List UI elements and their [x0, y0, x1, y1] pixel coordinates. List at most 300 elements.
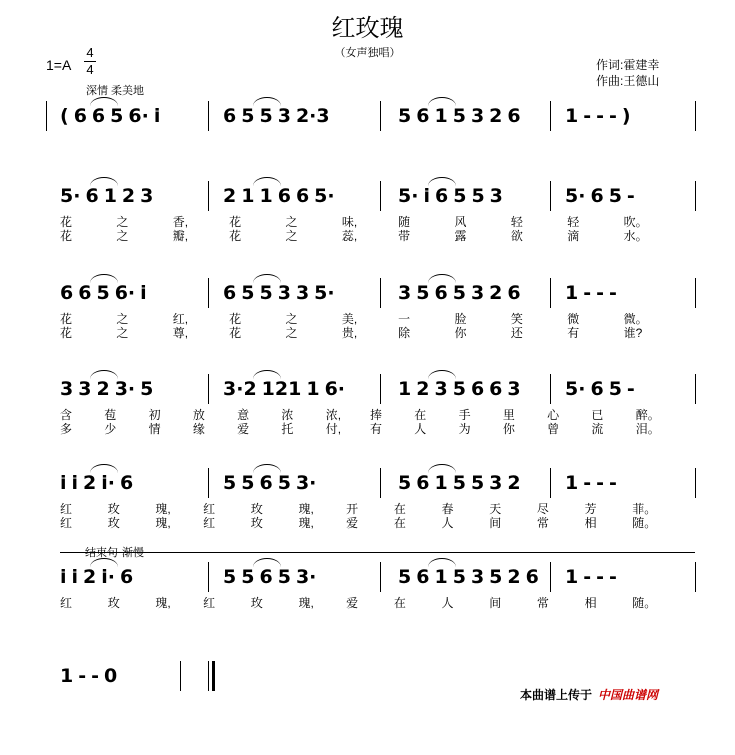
measure-notes: [223, 105, 335, 127]
score-row: [40, 105, 700, 195]
lyric-syllable: 瑰,: [298, 596, 314, 610]
note: 3: [295, 282, 310, 304]
note: 3: [470, 566, 485, 588]
note: 1: [306, 378, 320, 400]
lyric-syllable: 人: [414, 422, 427, 436]
bar-line: [380, 181, 381, 211]
lyric-syllable: 人: [441, 516, 454, 530]
note: 2: [489, 105, 503, 127]
slur: [90, 97, 118, 106]
note: i: [140, 282, 147, 304]
note: 6: [416, 472, 430, 494]
note: 5: [452, 282, 466, 304]
lyric-syllable: 玫: [107, 516, 120, 530]
note: 3: [489, 185, 503, 207]
note: 6: [525, 566, 539, 588]
note: 2: [121, 185, 136, 207]
slur: [253, 97, 281, 106]
note: 5: [452, 472, 466, 494]
lyric-syllable: 蕊,: [341, 229, 358, 243]
note: 5: [398, 472, 412, 494]
lyric-syllable: 情: [148, 422, 161, 436]
subtitle: （女声独唱）: [334, 47, 401, 59]
measure-notes: [398, 378, 526, 400]
lyric-syllable: 常: [536, 596, 549, 610]
measure-notes: [60, 185, 158, 207]
lyric-syllable: 醉。: [635, 408, 660, 422]
note: 1: [259, 185, 273, 207]
measure-notes: [60, 282, 152, 304]
note: 6: [434, 282, 448, 304]
note: -: [609, 566, 617, 588]
lyric-syllable: 意: [237, 408, 250, 422]
lyric-syllable: 微。: [623, 312, 648, 326]
bar-line: [380, 562, 381, 592]
lyric-syllable: 初: [148, 408, 161, 422]
lyric-syllable: 之: [116, 229, 129, 243]
lyric-syllable: 玫: [250, 516, 263, 530]
lyric-syllable: 人: [441, 596, 454, 610]
lyric-syllable: 轻: [510, 215, 523, 229]
lyric-syllable: 为: [458, 422, 471, 436]
measure-notes: [60, 566, 138, 588]
lyric-syllable: 你: [454, 326, 467, 340]
lyric-syllable: 红: [60, 596, 73, 610]
lyric-syllable: 轻: [567, 215, 580, 229]
slur: [428, 97, 456, 106]
lyric-syllable: 味,: [341, 215, 358, 229]
lyric-syllable: 谁?: [623, 326, 643, 340]
composer: 作曲:王德山: [596, 74, 660, 88]
note: 3: [398, 282, 412, 304]
time-bottom: 4: [86, 62, 94, 77]
note: -: [609, 282, 617, 304]
note: 6: [470, 378, 485, 400]
note: i·: [101, 472, 115, 494]
lyric-syllable: 瑰,: [298, 502, 314, 516]
note: 3: [489, 472, 503, 494]
measure-notes: [223, 472, 321, 494]
site-logo: 中国曲谱网: [598, 688, 659, 702]
note: 1: [565, 566, 579, 588]
lyric-syllable: 随: [398, 215, 411, 229]
measure-notes: [565, 566, 622, 588]
lyric-syllable: 瑰,: [155, 516, 171, 530]
measure-notes: [398, 105, 526, 127]
bar-line: [208, 374, 209, 404]
note: 1: [398, 378, 412, 400]
note: 1: [565, 105, 579, 127]
note: 6·: [128, 105, 149, 127]
note: 5: [452, 105, 466, 127]
note: 5·: [314, 185, 335, 207]
note: -: [609, 105, 617, 127]
note: 6: [489, 378, 503, 400]
measure-notes: [60, 105, 165, 127]
note: 6: [223, 105, 237, 127]
slur: [253, 274, 281, 283]
note: 3: [277, 105, 291, 127]
note: -: [596, 282, 605, 304]
note: i: [71, 472, 79, 494]
note: ): [621, 105, 631, 127]
lyric-syllable: 瑰,: [155, 502, 171, 516]
bar-line: [208, 101, 209, 131]
time-top: 4: [86, 45, 94, 60]
note: 6: [295, 185, 310, 207]
note: 6: [78, 282, 92, 304]
note: 6·: [324, 378, 346, 400]
note: 3: [434, 378, 448, 400]
note: -: [596, 566, 605, 588]
lyric-syllable: 之: [285, 312, 298, 326]
note: 3: [277, 282, 291, 304]
measure-notes: [565, 185, 640, 207]
measure-notes: [398, 185, 508, 207]
note: 1: [60, 665, 74, 687]
note: 6: [590, 185, 604, 207]
note: 1: [565, 282, 579, 304]
lyric-syllable: 少: [104, 422, 117, 436]
note: 1: [434, 105, 448, 127]
bar-line: [208, 468, 209, 498]
note: 6: [259, 472, 273, 494]
lyric-syllable: 花: [60, 215, 73, 229]
measure-notes: [223, 566, 321, 588]
note: 3: [470, 105, 485, 127]
lyric-syllable: 放: [192, 408, 205, 422]
note: 6: [120, 566, 134, 588]
lyric-syllable: 有: [370, 422, 383, 436]
note: 3·: [295, 566, 317, 588]
note: i: [60, 472, 67, 494]
lyric-syllable: 之: [285, 229, 298, 243]
note: 6: [73, 105, 87, 127]
lyric-syllable: 已: [591, 408, 604, 422]
note: 121: [261, 378, 302, 400]
lyric-syllable: 之: [116, 326, 129, 340]
lyric-syllable: 红,: [172, 312, 189, 326]
annotation: 结束句: [85, 547, 118, 559]
lyric-syllable: 泪。: [635, 422, 660, 436]
lyric-syllable: 花: [229, 326, 242, 340]
note: 6: [507, 105, 521, 127]
note: 3: [507, 378, 521, 400]
lyric-syllable: 间: [489, 516, 502, 530]
lyric-syllable: 之: [285, 326, 298, 340]
note: 5·: [565, 185, 586, 207]
note: 2: [83, 472, 97, 494]
note: 5: [398, 566, 412, 588]
final-bar-line: [212, 661, 215, 691]
lyric-syllable: 之: [116, 215, 129, 229]
note: 5·: [314, 282, 335, 304]
note: 6: [590, 378, 604, 400]
measure-notes: [565, 472, 622, 494]
note: 5: [416, 282, 430, 304]
lyric-syllable: 美,: [341, 312, 358, 326]
lyric-syllable: 常: [536, 516, 549, 530]
bar-line: [208, 278, 209, 308]
note: 5: [140, 378, 154, 400]
annotation-tempo: 渐慢: [122, 547, 144, 559]
note: 6: [259, 566, 273, 588]
lyric-syllable: 春: [441, 502, 454, 516]
lyric-syllable: 瓣,: [172, 229, 189, 243]
lyric-syllable: 带: [398, 229, 411, 243]
bar-line: [550, 278, 551, 308]
lyric-syllable: 相: [584, 596, 597, 610]
lyric-syllable: 多: [60, 422, 73, 436]
measure-notes: [60, 665, 122, 687]
bar-line: [695, 374, 696, 404]
lyric-syllable: 还: [510, 326, 523, 340]
lyric-syllable: 露: [454, 229, 467, 243]
bar-line: [695, 468, 696, 498]
note: 2: [83, 566, 97, 588]
note: 5: [223, 472, 237, 494]
note: -: [78, 665, 87, 687]
note: 3·: [295, 472, 317, 494]
note: 5: [96, 282, 110, 304]
note: 3: [470, 282, 485, 304]
note: i: [153, 105, 161, 127]
footer-text: 本曲谱上传于: [520, 688, 593, 702]
annotation-line: [60, 552, 695, 553]
lyric-syllable: 随。: [632, 596, 657, 610]
score-row: [40, 665, 700, 755]
lyric-syllable: 红: [203, 596, 216, 610]
lyric-syllable: 苞: [104, 408, 117, 422]
lyric-syllable: 爱: [346, 516, 359, 530]
note: 5: [398, 105, 412, 127]
note: 6: [434, 185, 449, 207]
lyric-syllable: 花: [60, 312, 73, 326]
lyric-syllable: 滴: [567, 229, 580, 243]
lyric-syllable: 玫: [250, 502, 263, 516]
lyric-syllable: 花: [60, 229, 73, 243]
lyric-syllable: 你: [502, 422, 515, 436]
bar-line: [208, 562, 209, 592]
note: 2: [96, 378, 110, 400]
note: i: [423, 185, 430, 207]
lyric-syllable: 玫: [107, 596, 120, 610]
lyric-syllable: 手: [458, 408, 471, 422]
measure-notes: [223, 185, 340, 207]
score-row: [40, 282, 700, 372]
lyric-syllable: 开: [346, 502, 359, 516]
lyric-syllable: 红: [60, 516, 73, 530]
lyric-syllable: 之: [285, 215, 298, 229]
bar-line: [550, 374, 551, 404]
note: 5: [110, 105, 124, 127]
bar-line: [550, 181, 551, 211]
lyric-syllable: 吹。: [623, 215, 648, 229]
note: 2·3: [295, 105, 330, 127]
note: 5: [471, 185, 485, 207]
note: 6: [91, 105, 106, 127]
footer: [520, 686, 658, 703]
measure-notes: [223, 378, 350, 400]
score-row: [40, 547, 700, 656]
bar-line: [695, 278, 696, 308]
lyric-syllable: 花: [229, 215, 242, 229]
note: (: [60, 105, 69, 127]
note: 5: [453, 185, 467, 207]
bar-line: [380, 278, 381, 308]
bar-line: [208, 661, 209, 691]
lyric-syllable: 花: [229, 312, 242, 326]
lyric-syllable: 在: [393, 516, 406, 530]
lyric-syllable: 玫: [250, 596, 263, 610]
note: 6: [277, 185, 291, 207]
lyric-syllable: 微: [567, 312, 580, 326]
note: 6: [120, 472, 134, 494]
note: 5: [241, 282, 255, 304]
score-row: [40, 185, 700, 275]
lyric-syllable: 在: [414, 408, 427, 422]
lyric-syllable: 瑰,: [298, 516, 314, 530]
note: 3·2: [223, 378, 257, 400]
slur: [90, 274, 118, 283]
lyric-syllable: 香,: [172, 215, 189, 229]
lyric-syllable: 间: [489, 596, 502, 610]
note: 3·: [114, 378, 136, 400]
note: 5: [241, 566, 255, 588]
bar-line: [380, 468, 381, 498]
lyric-syllable: 爱: [346, 596, 359, 610]
note: 0: [104, 665, 118, 687]
lyric-syllable: 一: [398, 312, 411, 326]
note: -: [626, 185, 635, 207]
measure-notes: [565, 378, 640, 400]
note: -: [583, 105, 592, 127]
note: -: [596, 472, 605, 494]
note: 5·: [565, 378, 586, 400]
lyric-syllable: 含: [60, 408, 73, 422]
note: 1: [241, 185, 255, 207]
note: 6: [60, 282, 74, 304]
lyric-syllable: 付,: [325, 422, 342, 436]
key-signature: 1=A: [46, 57, 72, 73]
lyric-syllable: 红: [60, 502, 73, 516]
note: 5·: [60, 185, 81, 207]
lyric-syllable: 水。: [623, 229, 648, 243]
bar-line: [550, 562, 551, 592]
note: 6: [416, 566, 430, 588]
note: i·: [101, 566, 115, 588]
lyric-syllable: 红: [203, 516, 216, 530]
measure-notes: [223, 282, 340, 304]
lyric-syllable: 菲。: [632, 502, 657, 516]
note: -: [609, 472, 617, 494]
lyric-syllable: 爱: [237, 422, 250, 436]
lyric-syllable: 流: [591, 422, 604, 436]
lyric-syllable: 随。: [632, 516, 657, 530]
lyric-syllable: 在: [393, 596, 406, 610]
measure-notes: [398, 282, 526, 304]
bar-line: [46, 101, 47, 131]
note: -: [596, 105, 605, 127]
lyric-syllable: 天: [489, 502, 502, 516]
score-row: [40, 378, 700, 468]
note: 3: [60, 378, 74, 400]
note: -: [91, 665, 100, 687]
note: 5: [452, 566, 466, 588]
note: 6: [85, 185, 99, 207]
lyric-syllable: 曾: [547, 422, 560, 436]
note: 2: [507, 472, 521, 494]
note: 6·: [114, 282, 136, 304]
note: 6: [507, 282, 521, 304]
expression-mark: 深情 柔美地: [86, 85, 145, 97]
note: 5: [489, 566, 503, 588]
note: 5: [277, 472, 291, 494]
bar-line: [695, 101, 696, 131]
lyric-syllable: 笑: [510, 312, 523, 326]
note: -: [583, 472, 592, 494]
time-signature: [84, 46, 96, 77]
lyric-syllable: 芳: [584, 502, 597, 516]
lyric-syllable: 贵,: [341, 326, 358, 340]
note: 5: [608, 185, 622, 207]
note: 3: [78, 378, 92, 400]
lyric-syllable: 花: [60, 326, 73, 340]
note: 5: [452, 378, 466, 400]
note: -: [583, 566, 592, 588]
lyric-syllable: 里: [502, 408, 515, 422]
bar-line: [208, 181, 209, 211]
note: 5: [241, 472, 255, 494]
lyric-syllable: 浓,: [325, 408, 342, 422]
lyric-syllable: 脸: [454, 312, 467, 326]
bar-line: [380, 101, 381, 131]
lyric-syllable: 有: [567, 326, 580, 340]
note: i: [60, 566, 67, 588]
bar-line: [550, 101, 551, 131]
lyric-syllable: 风: [454, 215, 467, 229]
lyric-syllable: 花: [229, 229, 242, 243]
note: 3: [140, 185, 154, 207]
lyric-syllable: 玫: [107, 502, 120, 516]
lyric-syllable: 捧: [370, 408, 383, 422]
measure-notes: [398, 566, 544, 588]
bar-line: [380, 374, 381, 404]
measure-notes: [398, 472, 526, 494]
lyric-syllable: 在: [393, 502, 406, 516]
page-title: 红玫瑰: [331, 14, 404, 42]
measure-notes: [565, 282, 622, 304]
note: 5: [259, 282, 273, 304]
bar-line: [180, 661, 181, 691]
note: 1: [565, 472, 579, 494]
note: 5: [608, 378, 622, 400]
note: 1: [434, 566, 448, 588]
lyric-syllable: 托: [281, 422, 294, 436]
lyric-syllable: 尊,: [172, 326, 189, 340]
bar-line: [550, 468, 551, 498]
note: 5: [470, 472, 485, 494]
bar-line: [695, 562, 696, 592]
note: -: [626, 378, 635, 400]
note: 2: [416, 378, 430, 400]
note: 5: [223, 566, 237, 588]
lyric-syllable: 缘: [192, 422, 205, 436]
lyric-syllable: 相: [584, 516, 597, 530]
measure-notes: [565, 105, 636, 127]
note: 2: [489, 282, 503, 304]
slur: [428, 274, 456, 283]
